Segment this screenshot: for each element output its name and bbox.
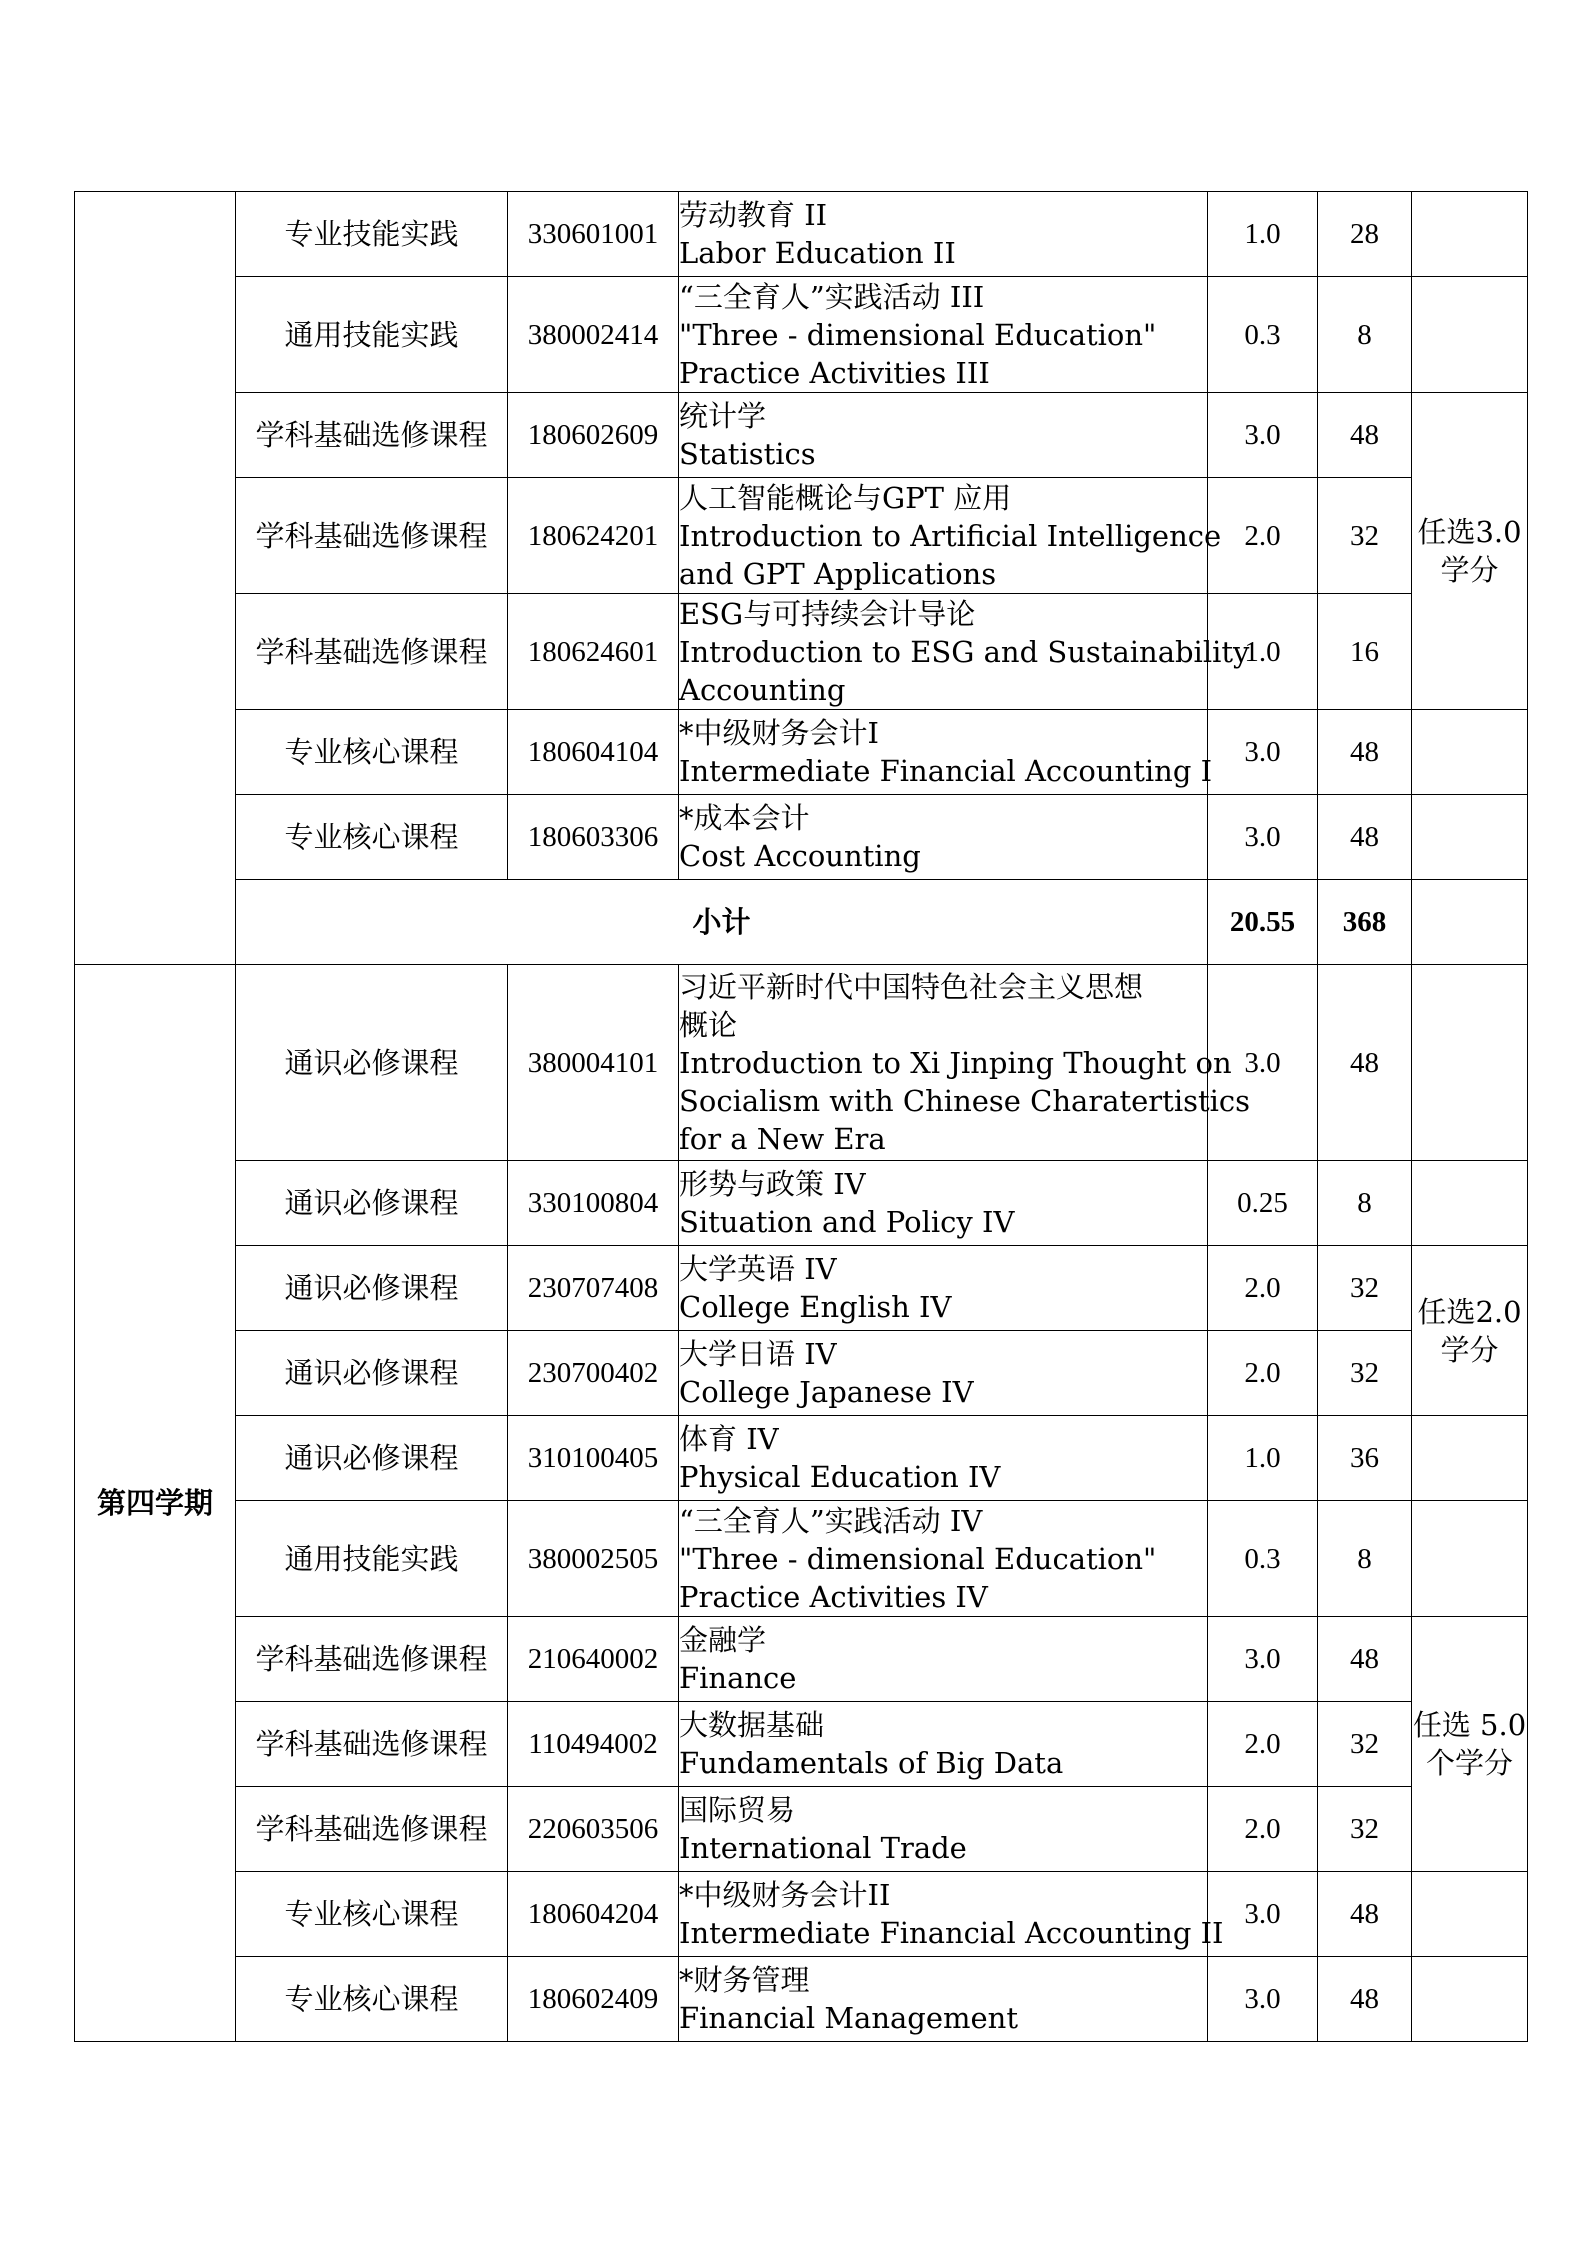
course-category: 通识必修课程 [236,1331,508,1416]
course-credit: 0.3 [1208,277,1318,393]
table-row [75,1872,1528,1957]
course-category: 学科基础选修课程 [236,1787,508,1872]
table-row [75,1787,1528,1872]
course-category: 通用技能实践 [236,277,508,393]
course-name-en: for a New Era [679,1121,886,1156]
course-hours: 48 [1318,1872,1412,1957]
subtotal-note [1412,880,1528,965]
course-name-en: Cost Accounting [679,839,921,873]
course-name-zh: 体育 IV [679,1422,779,1456]
course-code: 230707408 [508,1246,679,1331]
course-name-en: Situation and Policy IV [679,1205,1015,1239]
course-name-en: Introduction to Artificial Intelligence [679,518,1222,553]
course-name-en: Introduction to ESG and Sustainability [679,634,1250,669]
course-hours: 32 [1318,1246,1412,1331]
table-row [75,1957,1528,2042]
table-row [75,1702,1528,1787]
course-hours: 48 [1318,795,1412,880]
course-category: 专业核心课程 [236,795,508,880]
course-note [1412,710,1528,795]
course-category: 通识必修课程 [236,1161,508,1246]
course-credit: 2.0 [1208,1331,1318,1416]
semester-label: 第四学期 [75,965,236,2042]
course-name-en: College English IV [679,1290,952,1324]
subtotal-hours: 368 [1318,880,1412,965]
course-code: 380002414 [508,277,679,393]
course-code: 180602609 [508,393,679,478]
course-credit: 3.0 [1208,965,1318,1161]
course-code: 330601001 [508,192,679,277]
course-name [679,1416,1208,1501]
course-hours: 32 [1318,1331,1412,1416]
course-credit: 3.0 [1208,1617,1318,1702]
course-credit: 3.0 [1208,1957,1318,2042]
language-elective-note: 任选2.0 学分 [1412,1246,1528,1416]
course-name-zh: “三全育人”实践活动 III [679,279,985,314]
course-name [679,1331,1208,1416]
course-hours: 16 [1318,594,1412,710]
course-name [679,1702,1208,1787]
course-category: 通用技能实践 [236,1501,508,1617]
course-hours: 48 [1318,965,1412,1161]
course-name [679,1957,1208,2042]
course-name [679,594,1250,710]
course-category: 专业技能实践 [236,192,508,277]
course-name-zh: 劳动教育 II [679,198,828,232]
course-name-en: Practice Activities IV [679,1579,988,1614]
course-name-en: Financial Management [679,2001,1019,2035]
table-row [75,1416,1528,1501]
course-name-en: Intermediate Financial Accounting II [679,1916,1224,1950]
course-name-zh: 概论 [679,1007,738,1042]
course-name-zh: *中级财务会计I [679,716,879,750]
course-hours: 48 [1318,1617,1412,1702]
elective-note: 任选 5.0 个学分 [1412,1617,1528,1872]
course-name-en: Accounting [679,672,846,707]
course-name [679,965,1251,1161]
course-category: 专业核心课程 [236,1872,508,1957]
course-note [1412,1161,1528,1246]
course-credit: 0.3 [1208,1501,1318,1617]
course-name [679,1617,1208,1702]
course-name-en: and GPT Applications [679,556,997,591]
course-name [679,1787,1208,1872]
course-credit: 2.0 [1208,1787,1318,1872]
table-row [75,795,1528,880]
course-category: 学科基础选修课程 [236,478,508,594]
course-name-zh: *中级财务会计II [679,1878,891,1912]
course-name-zh: 形势与政策 IV [679,1167,866,1201]
course-credit: 1.0 [1208,1416,1318,1501]
course-name-zh: 人工智能概论与GPT 应用 [679,480,1012,515]
course-category: 专业核心课程 [236,710,508,795]
course-name-en: Practice Activities III [679,355,990,390]
table-row [75,393,1528,478]
course-name-zh: “三全育人”实践活动 IV [679,1503,983,1538]
course-note [1412,795,1528,880]
course-name [679,795,1208,880]
course-name-zh: 国际贸易 [679,1793,796,1827]
table-row [75,1161,1528,1246]
course-credit: 0.25 [1208,1161,1318,1246]
course-code: 180624201 [508,478,679,594]
course-code: 310100405 [508,1416,679,1501]
table-row [75,1617,1528,1702]
course-name [679,1501,1208,1617]
course-note [1412,965,1528,1161]
course-category: 学科基础选修课程 [236,1702,508,1787]
course-hours: 32 [1318,1787,1412,1872]
table-row [75,1246,1528,1331]
course-hours: 28 [1318,192,1412,277]
course-category: 学科基础选修课程 [236,393,508,478]
course-name-en: International Trade [679,1831,967,1865]
course-hours: 36 [1318,1416,1412,1501]
course-name [679,393,1208,478]
course-code: 230700402 [508,1331,679,1416]
course-hours: 8 [1318,1161,1412,1246]
course-code: 210640002 [508,1617,679,1702]
course-name [679,710,1213,795]
course-credit: 3.0 [1208,1872,1318,1957]
table-row [75,594,1528,710]
subtotal-row [75,880,1528,965]
course-code: 220603506 [508,1787,679,1872]
table-row [75,478,1528,594]
course-hours: 8 [1318,1501,1412,1617]
course-note [1412,1501,1528,1617]
course-code: 180604204 [508,1872,679,1957]
course-name [679,478,1222,594]
course-name-en: Introduction to Xi Jinping Thought on [679,1045,1232,1080]
course-name-zh: 大学日语 IV [679,1337,837,1371]
course-credit: 1.0 [1208,594,1318,710]
course-note [1412,1957,1528,2042]
course-credit: 3.0 [1208,710,1318,795]
subtotal-label: 小计 [236,880,1208,965]
course-code: 180603306 [508,795,679,880]
course-category: 通识必修课程 [236,965,508,1161]
course-code: 180604104 [508,710,679,795]
course-note [1412,277,1528,393]
course-credit: 3.0 [1208,795,1318,880]
subtotal-credit: 20.55 [1208,880,1318,965]
course-credit: 1.0 [1208,192,1318,277]
table-row [75,1331,1528,1416]
course-category: 学科基础选修课程 [236,594,508,710]
course-name-zh: 大数据基础 [679,1708,825,1742]
course-hours: 48 [1318,1957,1412,2042]
course-name-zh: *成本会计 [679,801,810,835]
course-code: 380002505 [508,1501,679,1617]
course-note [1412,1872,1528,1957]
course-name-en: Fundamentals of Big Data [679,1746,1064,1780]
course-name-zh: *财务管理 [679,1963,810,1997]
course-code: 330100804 [508,1161,679,1246]
course-credit: 2.0 [1208,1702,1318,1787]
course-name-en: "Three - dimensional Education" [679,1541,1157,1576]
course-code: 380004101 [508,965,679,1161]
table-row [75,1501,1528,1617]
course-category: 通识必修课程 [236,1246,508,1331]
course-name [679,277,1208,393]
course-name-en: Physical Education IV [679,1460,1001,1494]
elective-note: 任选3.0 学分 [1412,393,1528,710]
course-name-en: Finance [679,1661,797,1695]
course-name-en: Socialism with Chinese Charatertistics [679,1083,1251,1118]
course-code: 110494002 [508,1702,679,1787]
course-category: 专业核心课程 [236,1957,508,2042]
course-credit: 2.0 [1208,478,1318,594]
course-note [1412,1416,1528,1501]
course-category: 通识必修课程 [236,1416,508,1501]
course-code: 180602409 [508,1957,679,2042]
course-name-en: Statistics [679,437,816,471]
course-hours: 48 [1318,393,1412,478]
course-name-zh: 统计学 [679,399,767,433]
course-credit: 2.0 [1208,1246,1318,1331]
course-hours: 48 [1318,710,1412,795]
course-name-zh: 习近平新时代中国特色社会主义思想 [679,969,1144,1004]
course-name-en: Intermediate Financial Accounting I [679,754,1213,788]
course-name [679,1161,1208,1246]
course-credit: 3.0 [1208,393,1318,478]
table-row [75,710,1528,795]
course-name-zh: 金融学 [679,1623,767,1657]
course-name-zh: 大学英语 IV [679,1252,837,1286]
table-row [75,965,1528,1161]
course-name-zh: ESG与可持续会计导论 [679,596,976,631]
course-name-en: College Japanese IV [679,1375,974,1409]
course-name-en: "Three - dimensional Education" [679,317,1157,352]
table-row [75,277,1528,393]
semester-cell-previous [75,192,236,965]
course-hours: 32 [1318,1702,1412,1787]
course-name [679,1246,1208,1331]
course-hours: 32 [1318,478,1412,594]
course-name [679,192,1208,277]
course-name-en: Labor Education II [679,236,956,270]
curriculum-table [74,191,1528,2042]
table-row [75,192,1528,277]
course-category: 学科基础选修课程 [236,1617,508,1702]
course-note [1412,192,1528,277]
course-name [679,1872,1224,1957]
course-code: 180624601 [508,594,679,710]
course-hours: 8 [1318,277,1412,393]
